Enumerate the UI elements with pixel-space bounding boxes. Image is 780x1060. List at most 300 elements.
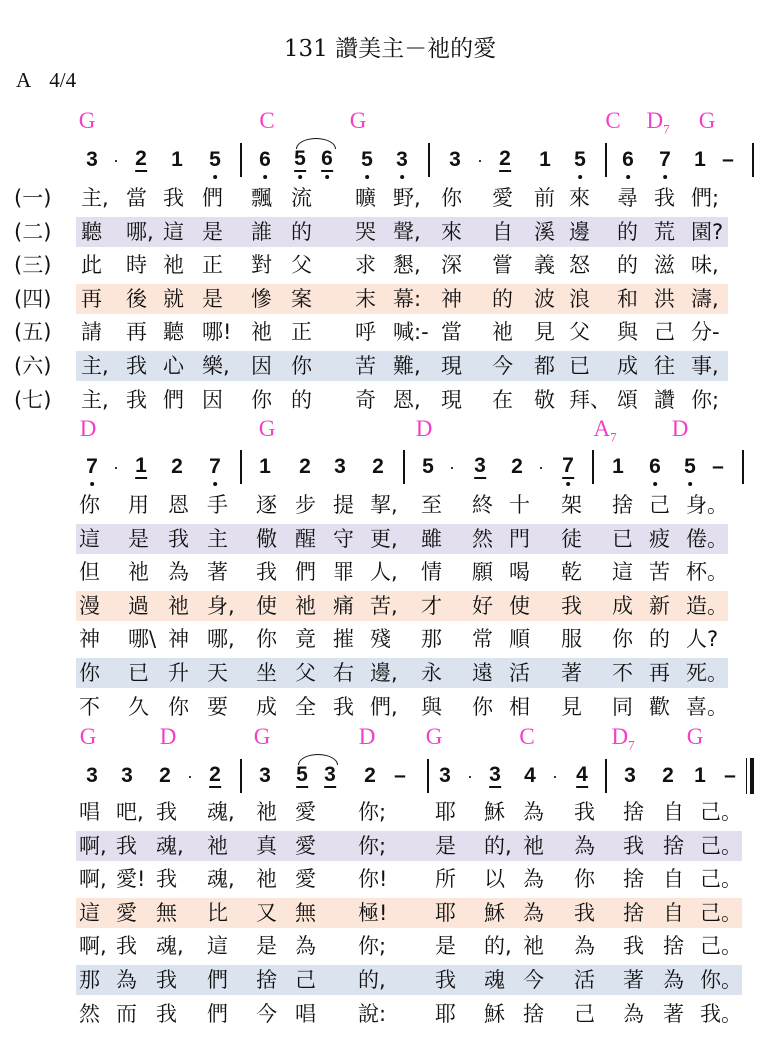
lyric-syllable: 我	[574, 800, 595, 824]
lyric-syllable: 己。	[700, 833, 742, 858]
lyric-syllable: 恩	[168, 493, 189, 517]
lyric-syllable: 穌	[484, 800, 505, 824]
lyric-syllable: 醒	[295, 526, 316, 551]
hymn-title: 131 讚美主－祂的愛	[283, 36, 497, 62]
lyric-syllable: 喊:-	[393, 320, 429, 345]
barline	[605, 759, 607, 793]
lyric-syllable: 正	[291, 320, 312, 345]
verse-label: (七)	[14, 387, 52, 412]
lyric-syllable: 捨	[623, 867, 644, 892]
lyric-syllable: 當	[126, 186, 147, 210]
lyric-syllable: 往	[654, 354, 675, 378]
lyric-syllable: 啊,	[79, 833, 107, 858]
lyric-syllable: 我。	[700, 1001, 742, 1026]
lyric-syllable: 祂	[492, 320, 513, 345]
lyric-syllable: 捨	[612, 493, 633, 517]
lyric-syllable: 們;	[691, 186, 720, 210]
chord-extension: 7	[610, 429, 617, 445]
lyric-syllable: 案	[291, 286, 312, 311]
lyric-syllable: 徒	[561, 526, 582, 551]
lyric-syllable: 那	[79, 968, 100, 992]
lyric-syllable: 你	[251, 387, 272, 412]
barline	[592, 450, 594, 484]
lyric-syllable: 奇	[355, 387, 376, 412]
augmentation-dot: ·	[113, 150, 119, 170]
augmentation-dot: ·	[449, 457, 455, 477]
lyric-syllable: 幕:	[393, 286, 422, 311]
barline	[240, 143, 242, 177]
duration-dash: –	[712, 455, 724, 478]
note: 5	[294, 147, 306, 170]
chord-symbol: G	[349, 108, 367, 133]
lyric-syllable: 順	[509, 627, 530, 652]
chord-symbol: G	[425, 724, 443, 749]
note: 1	[694, 764, 706, 787]
lyric-syllable: 十	[509, 493, 530, 517]
lyric-syllable: 耶	[435, 800, 456, 824]
lyric-syllable: 己。	[700, 900, 742, 925]
lyric-syllable: 無	[156, 900, 177, 925]
lyric-syllable: 嘗	[492, 253, 513, 278]
lyric-syllable: 唱	[79, 800, 100, 824]
lyric-syllable: 今	[492, 354, 513, 378]
note: 5	[684, 455, 696, 478]
lyric-syllable: 成	[617, 354, 638, 378]
lyric-syllable: 讚	[654, 387, 675, 412]
lyric-syllable: 著	[207, 560, 228, 585]
lyric-syllable: 我	[333, 694, 354, 719]
lyric-syllable: 挈,	[370, 493, 398, 517]
lyric-syllable: 聽	[81, 219, 102, 244]
lyric-syllable: 好	[472, 593, 493, 618]
lyric-syllable: 邊,	[370, 661, 398, 685]
lyric-syllable: 活	[574, 968, 595, 992]
chord-symbol: G	[258, 416, 276, 441]
lyric-syllable: 哪\	[128, 627, 157, 652]
lyric-syllable: 同	[612, 694, 633, 719]
lyric-syllable: 已	[612, 526, 633, 551]
lyric-syllable: 要	[207, 694, 228, 719]
lyric-syllable: 敬	[534, 387, 555, 412]
barline	[240, 759, 242, 793]
lyric-syllable: 守	[333, 526, 354, 551]
chord-symbol: D	[671, 416, 689, 441]
lyric-syllable: 常	[472, 627, 493, 652]
lyric-syllable: 你。	[700, 968, 742, 992]
lyric-syllable: 你!	[358, 867, 388, 892]
final-barline	[746, 758, 754, 794]
lyric-syllable: 愛	[116, 900, 137, 925]
lyric-syllable: 永	[421, 661, 442, 685]
lyric-syllable: 就	[163, 286, 184, 311]
lyric-syllable: 是	[128, 526, 149, 551]
lyric-syllable: 門	[509, 526, 530, 551]
lyric-syllable: 為	[574, 934, 595, 959]
lyric-syllable: 邊	[569, 219, 590, 244]
lyric-syllable: 你	[472, 694, 493, 719]
lyric-syllable: 們	[163, 387, 184, 412]
lyric-syllable: 味,	[691, 253, 719, 278]
verse-label: (二)	[14, 219, 52, 244]
lyric-syllable: 然	[472, 526, 493, 551]
lyric-syllable: 是	[256, 934, 277, 959]
lyric-syllable: 極!	[358, 900, 388, 925]
lyric-syllable: 人,	[370, 560, 398, 585]
lyric-syllable: 愛!	[116, 867, 146, 892]
note: 5	[296, 763, 308, 786]
note: 2	[364, 764, 376, 787]
lyric-syllable: 為	[168, 560, 189, 585]
lyric-syllable: 捨	[663, 833, 684, 858]
lyric-syllable: 哪!	[202, 320, 232, 345]
lyric-syllable: 成	[612, 593, 633, 618]
lyric-syllable: 架	[561, 493, 582, 517]
chord-symbol: D	[159, 724, 177, 749]
chord-symbol: C	[519, 724, 535, 749]
lyric-syllable: 啊,	[79, 934, 107, 959]
augmentation-dot: ·	[467, 766, 473, 786]
lyric-syllable: 今	[523, 968, 544, 992]
lyric-syllable: 摧	[333, 627, 354, 652]
barline	[240, 450, 242, 484]
lyric-syllable: 主	[207, 526, 228, 551]
note: 2	[171, 455, 183, 478]
lyric-syllable: 正	[202, 253, 223, 278]
lyric-syllable: 們	[207, 968, 228, 992]
lyric-syllable: 的	[617, 253, 638, 278]
lyric-syllable: 我	[623, 934, 644, 959]
lyric-syllable: 魂,	[207, 800, 235, 824]
lyric-syllable: 是	[202, 219, 223, 244]
lyric-syllable: 尋	[617, 186, 638, 210]
lyric-syllable: 的,	[484, 833, 512, 858]
lyric-syllable: 新	[649, 593, 670, 618]
lyric-syllable: 聽	[163, 320, 184, 345]
note: 3	[86, 148, 98, 171]
time-signature: 4/4	[49, 68, 77, 92]
lyric-syllable: 己	[654, 320, 675, 345]
verse-label: (三)	[14, 253, 52, 278]
lyric-syllable: 再	[649, 661, 670, 685]
lyric-syllable: 自	[663, 867, 684, 892]
lyric-syllable: 歡	[649, 694, 670, 719]
lyric-syllable: 疲	[649, 526, 670, 551]
lyric-syllable: 更,	[370, 526, 398, 551]
lyric-syllable: 著	[623, 968, 644, 992]
note: 1	[694, 148, 706, 171]
lyric-syllable: 然	[79, 1001, 100, 1026]
lyric-syllable: 不	[612, 661, 633, 685]
note: 5	[574, 148, 586, 171]
lyric-syllable: 祂	[295, 593, 316, 618]
lyric-syllable: 時	[126, 253, 147, 278]
lyric-syllable: 魂,	[156, 833, 184, 858]
lyric-syllable: 你	[79, 661, 100, 685]
note: 2	[662, 764, 674, 787]
barline	[427, 759, 429, 793]
lyric-syllable: 對	[251, 253, 272, 278]
lyric-syllable: 洪	[654, 286, 675, 311]
note: 5	[361, 148, 373, 171]
augmentation-dot: ·	[552, 766, 558, 786]
lyric-syllable: 自	[663, 800, 684, 824]
note: 6	[622, 148, 634, 171]
lyric-syllable: 漫	[79, 593, 100, 618]
lyric-syllable: 我	[126, 387, 147, 412]
lyric-syllable: 天	[207, 661, 228, 685]
note: 3	[86, 764, 98, 787]
lyric-syllable: 殘	[370, 627, 391, 652]
lyric-syllable: 苦,	[370, 593, 398, 618]
lyric-syllable: 我	[256, 560, 277, 585]
note: 3	[259, 764, 271, 787]
lyric-syllable: 父	[569, 320, 590, 345]
lyric-syllable: 但	[79, 560, 100, 585]
lyric-syllable: 流	[291, 186, 312, 210]
lyric-syllable: 樂,	[202, 354, 230, 378]
chord-symbol: D	[415, 416, 433, 441]
lyric-syllable: 步	[295, 493, 316, 517]
lyric-syllable: 捨	[256, 968, 277, 992]
lyric-syllable: 雖	[421, 526, 442, 551]
lyric-syllable: 著	[663, 1001, 684, 1026]
lyric-syllable: 我	[126, 354, 147, 378]
lyric-syllable: 過	[128, 593, 149, 618]
verse-label: (六)	[14, 354, 52, 378]
lyric-syllable: 情	[421, 560, 442, 585]
lyric-syllable: 波	[534, 286, 555, 311]
note: 7	[659, 148, 671, 171]
lyric-syllable: 自	[663, 900, 684, 925]
lyric-syllable: 頌	[617, 387, 638, 412]
lyric-syllable: 現	[441, 354, 462, 378]
lyric-syllable: 杯。	[686, 560, 728, 585]
note: 2	[299, 455, 311, 478]
lyric-syllable: 與	[617, 320, 638, 345]
augmentation-dot: ·	[538, 457, 544, 477]
lyric-syllable: 園?	[691, 219, 724, 244]
lyric-syllable: 愛	[295, 867, 316, 892]
lyric-syllable: 當	[441, 320, 462, 345]
lyric-syllable: 溪	[534, 219, 555, 244]
lyric-syllable: 你	[612, 627, 633, 652]
lyric-syllable: 唱	[295, 1001, 316, 1026]
lyric-syllable: 祂	[128, 560, 149, 585]
lyric-syllable: 己	[574, 1001, 595, 1026]
barline	[742, 450, 744, 484]
note: 1	[612, 455, 624, 478]
lyric-syllable: 喜。	[686, 694, 728, 719]
note: 2	[372, 455, 384, 478]
note: 3	[624, 764, 636, 787]
lyric-syllable: 遠	[472, 661, 493, 685]
verse-label: (五)	[14, 320, 52, 345]
lyric-syllable: 捨	[663, 934, 684, 959]
lyric-syllable: 來	[441, 219, 462, 244]
lyric-syllable: 慘	[251, 286, 272, 311]
lyric-syllable: 你;	[358, 833, 387, 858]
lyric-syllable: 你	[79, 493, 100, 517]
lyric-syllable: 曠	[355, 186, 376, 210]
lyric-syllable: 祂	[168, 593, 189, 618]
lyric-syllable: 事,	[691, 354, 719, 378]
lyric-syllable: 父	[291, 253, 312, 278]
lyric-syllable: 祂	[207, 833, 228, 858]
lyric-syllable: 這	[163, 219, 184, 244]
lyric-syllable: 是	[202, 286, 223, 311]
lyric-syllable: 分-	[691, 320, 720, 345]
lyric-syllable: 都	[534, 354, 555, 378]
lyric-syllable: 己。	[700, 867, 742, 892]
lyric-syllable: 手	[207, 493, 228, 517]
note: 6	[321, 147, 333, 170]
lyric-syllable: 荒	[654, 219, 675, 244]
lyric-syllable: 倦。	[686, 526, 728, 551]
lyric-syllable: 祂	[251, 320, 272, 345]
lyric-syllable: 已	[569, 354, 590, 378]
lyric-syllable: 捨	[623, 900, 644, 925]
lyric-syllable: 我	[163, 186, 184, 210]
lyric-syllable: 竟	[295, 627, 316, 652]
note: 3	[449, 148, 461, 171]
verse-label: (一)	[14, 186, 52, 210]
lyric-syllable: 難,	[393, 354, 421, 378]
note: 4	[524, 764, 536, 787]
lyric-syllable: 我	[156, 968, 177, 992]
lyric-syllable: 魂	[484, 968, 505, 992]
lyric-syllable: 和	[617, 286, 638, 311]
lyric-syllable: 主,	[81, 186, 109, 210]
lyric-syllable: 你	[168, 694, 189, 719]
note: 3	[489, 763, 501, 786]
lyric-syllable: 身。	[686, 493, 728, 517]
note: 5	[209, 148, 221, 171]
chord-symbol: $D_7$	[646, 108, 670, 137]
lyric-syllable: 請	[81, 320, 102, 345]
note: 3	[474, 454, 486, 477]
lyric-syllable: 浪	[569, 286, 590, 311]
lyric-syllable: 呼	[355, 320, 376, 345]
duration-dash: –	[724, 764, 736, 787]
note: 2	[159, 764, 171, 787]
lyric-syllable: 我	[623, 833, 644, 858]
lyric-syllable: 魂,	[156, 934, 184, 959]
chord-symbol: G	[686, 724, 704, 749]
note: 3	[324, 763, 336, 786]
lyric-syllable: 以	[484, 867, 505, 892]
lyric-syllable: 己	[649, 493, 670, 517]
lyric-syllable: 死。	[686, 661, 728, 685]
lyric-syllable: 乾	[561, 560, 582, 585]
lyric-syllable: 相	[509, 694, 530, 719]
lyric-syllable: 主,	[81, 354, 109, 378]
barline	[428, 143, 430, 177]
lyric-syllable: 服	[561, 627, 582, 652]
augmentation-dot: ·	[187, 766, 193, 786]
lyric-syllable: 你;	[691, 387, 720, 412]
chord-extension: 7	[663, 121, 670, 137]
note: 3	[121, 764, 133, 787]
lyric-syllable: 魂,	[207, 867, 235, 892]
lyric-syllable: 愛	[492, 186, 513, 210]
lyric-syllable: 現	[441, 387, 462, 412]
verse-label: (四)	[14, 286, 52, 311]
lyric-syllable: 濤,	[691, 286, 719, 311]
lyric-syllable: 我	[654, 186, 675, 210]
lyric-syllable: 那	[421, 627, 442, 652]
chord-extension: 7	[628, 737, 635, 753]
lyric-syllable: 右	[333, 661, 354, 685]
lyric-syllable: 哭	[355, 219, 376, 244]
augmentation-dot: ·	[113, 457, 119, 477]
lyric-syllable: 聲,	[393, 219, 421, 244]
lyric-syllable: 為	[523, 867, 544, 892]
note: 1	[171, 148, 183, 171]
lyric-syllable: 喝	[509, 560, 530, 585]
lyric-syllable: 我	[561, 593, 582, 618]
lyric-syllable: 我	[116, 833, 137, 858]
lyric-syllable: 們,	[370, 694, 398, 719]
lyric-syllable: 人?	[686, 627, 719, 652]
lyric-syllable: 的	[649, 627, 670, 652]
lyric-syllable: 深	[441, 253, 462, 278]
lyric-syllable: 滋	[654, 253, 675, 278]
duration-dash: –	[722, 148, 734, 171]
lyric-syllable: 神	[441, 286, 462, 311]
note: 2	[135, 147, 147, 170]
note: 6	[649, 455, 661, 478]
lyric-syllable: 義	[534, 253, 555, 278]
lyric-syllable: 在	[492, 387, 513, 412]
barline	[752, 143, 754, 177]
lyric-syllable: 升	[168, 661, 189, 685]
note: 3	[334, 455, 346, 478]
note: 4	[576, 763, 588, 786]
lyric-syllable: 自	[492, 219, 513, 244]
lyric-syllable: 說:	[358, 1001, 387, 1026]
lyric-syllable: 怒	[569, 253, 590, 278]
lyric-syllable: 祂	[523, 833, 544, 858]
chord-symbol: D	[79, 416, 97, 441]
key-time-signature	[16, 68, 76, 93]
lyric-syllable: 們	[202, 186, 223, 210]
lyric-syllable: 全	[295, 694, 316, 719]
note: 3	[396, 148, 408, 171]
lyric-syllable: 我	[156, 1001, 177, 1026]
lyric-syllable: 我	[574, 900, 595, 925]
lyric-syllable: 心	[163, 354, 184, 378]
lyric-syllable: 捨	[523, 1001, 544, 1026]
lyric-syllable: 求	[355, 253, 376, 278]
lyric-syllable: 飄	[251, 186, 272, 210]
lyric-syllable: 已	[128, 661, 149, 685]
lyric-syllable: 耶	[435, 900, 456, 925]
lyric-syllable: 你	[441, 186, 462, 210]
lyric-syllable: 苦	[355, 354, 376, 378]
lyric-syllable: 你	[291, 354, 312, 378]
lyric-syllable: 坐	[256, 661, 277, 685]
lyric-syllable: 成	[256, 694, 277, 719]
lyric-syllable: 啊,	[79, 867, 107, 892]
lyric-syllable: 又	[256, 900, 277, 925]
lyric-syllable: 見	[561, 694, 582, 719]
chord-symbol: G	[79, 724, 97, 749]
lyric-syllable: 己	[295, 968, 316, 992]
lyric-syllable: 哪,	[207, 627, 235, 652]
lyric-syllable: 比	[207, 900, 228, 925]
lyric-syllable: 今	[256, 1001, 277, 1026]
lyric-syllable: 造。	[686, 593, 728, 618]
